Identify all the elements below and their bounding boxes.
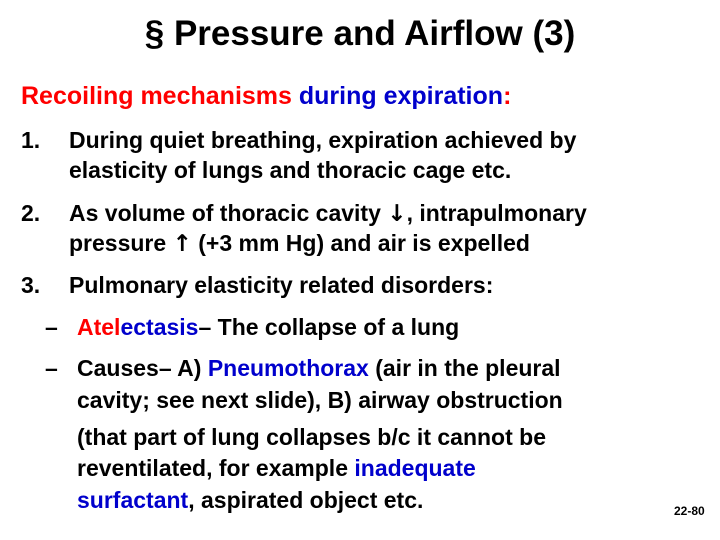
term-atelectasis-part-2: ectasis	[120, 314, 199, 340]
list-item-text: pressure	[69, 230, 173, 256]
list-item-1-continuation: elasticity of lungs and thoracic cage etc.	[69, 157, 512, 183]
term-atelectasis-part-1: Atel	[77, 314, 121, 340]
term-pneumothorax: Pneumothorax	[207, 355, 369, 381]
slide-title: § Pressure and Airflow (3)	[144, 14, 576, 53]
list-item-text: During quiet breathing, expiration achieved by	[69, 127, 577, 153]
page-number: 22-80	[674, 504, 705, 518]
list-item-text: As volume of thoracic cavity	[69, 200, 388, 226]
list-number: 3.	[21, 272, 41, 298]
sub-item-causes-line-5	[77, 486, 423, 515]
list-item-1	[21, 126, 576, 155]
sub-item-dash: –	[45, 355, 58, 381]
term-surfactant: surfactant	[77, 487, 189, 513]
subtitle-part-1: Recoiling mechanisms	[21, 82, 299, 110]
sub-item-causes-line-3: (that part of lung collapses b/c it cannot be	[77, 424, 546, 450]
list-item-text: (+3 mm Hg) and air is expelled	[191, 230, 530, 256]
sub-item-text: – The collapse of a lung	[198, 314, 460, 340]
sub-item-causes-line-4	[77, 454, 476, 483]
subtitle-part-2: during expiration	[298, 82, 504, 110]
sub-item-atelectasis	[45, 313, 459, 342]
sub-item-text: reventilated, for example	[77, 455, 355, 481]
term-inadequate: inadequate	[354, 455, 476, 481]
list-item-text: Pulmonary elasticity related disorders:	[69, 272, 494, 298]
arrow-up-icon: ↑	[172, 231, 192, 257]
sub-item-text: (air in the pleural	[368, 355, 561, 381]
arrow-down-icon: ↓	[387, 201, 407, 227]
sub-item-text: Causes– A)	[77, 355, 208, 381]
sub-item-causes-line-2: cavity; see next slide), B) airway obstruction	[77, 387, 563, 413]
list-number: 1.	[21, 127, 41, 153]
list-item-2	[21, 199, 587, 229]
slide-subtitle	[21, 81, 511, 111]
subtitle-part-3: :	[503, 82, 512, 110]
list-item-text: , intrapulmonary	[406, 200, 587, 226]
list-item-3	[21, 271, 493, 300]
list-item-2-continuation	[69, 229, 530, 259]
sub-item-dash: –	[45, 314, 58, 340]
sub-item-text: , aspirated object etc.	[188, 487, 424, 513]
list-number: 2.	[21, 200, 41, 226]
sub-item-causes	[45, 354, 561, 383]
